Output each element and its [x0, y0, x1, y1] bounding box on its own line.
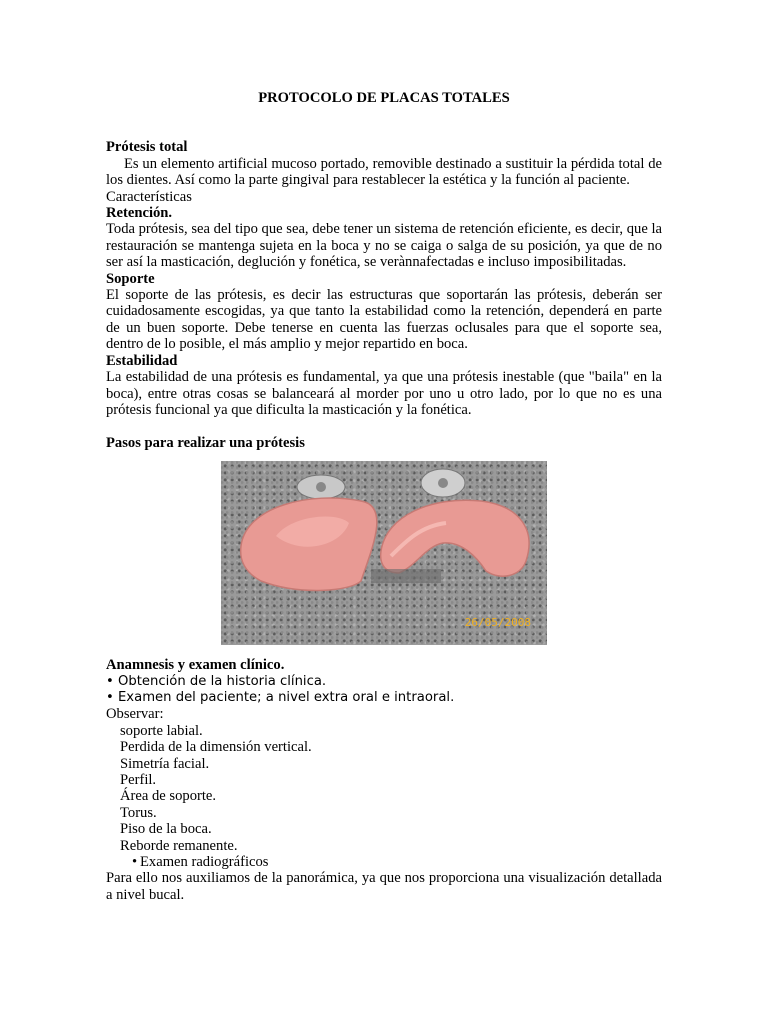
- list-item: soporte labial.: [120, 722, 203, 739]
- paragraph-protesis-total: Es un elemento artificial mucoso portado, removible destinado a sustituir la pérdida total de los dientes. Así como la parte gingival para restablecer la estética y la función al paciente.: [106, 155, 662, 189]
- paragraph-estabilidad: La estabilidad de una prótesis es fundamental, ya que una prótesis inestable (que "baila" en la boca), entre otras cosas se balanceará al morder por uno u otro lado, por lo que no es una prótesis funcional ya que dificulta la masticación y la fonética.: [106, 369, 662, 418]
- denture-photo: [221, 461, 547, 645]
- label-caracteristicas: Características: [106, 188, 192, 205]
- paragraph-retencion: Toda prótesis, sea del tipo que sea, debe tener un sistema de retención eficiente, es decir, que la restauración se mantenga sujeta en la boca y no se caiga o salga de su posición, ya que de no ser así la masticación, deglución y fonética, se verànnafectadas e incluso imposibilitadas.: [106, 221, 662, 271]
- heading-soporte: Soporte: [106, 270, 155, 287]
- bullet-item: • Examen del paciente; a nivel extra oral e intraoral.: [106, 689, 455, 705]
- document-title: PROTOCOLO DE PLACAS TOTALES: [258, 90, 510, 106]
- list-item: Torus.: [120, 804, 157, 821]
- heading-estabilidad: Estabilidad: [106, 352, 178, 369]
- observe-list: [106, 723, 662, 854]
- list-item: Simetría facial.: [120, 755, 210, 772]
- document-content: [106, 90, 662, 903]
- list-item: Perfil.: [120, 771, 157, 788]
- list-item-radiographic: • Examen radiográficos: [132, 853, 269, 870]
- list-item: Perdida de la dimensión vertical.: [120, 739, 312, 756]
- paragraph-soporte: El soporte de las prótesis, es decir las estructuras que soportarán las prótesis, deberán ser cuidadosamente escogidas, ya que tanto la estabilidad como la retención, dependerá en parte de un buen soporte. Debe tenerse en cuenta las fuerzas oclusales para que el soporte sea, dentro de lo posible, el más amplio y mejor repartido en boca.: [106, 287, 662, 353]
- heading-protesis-total: Prótesis total: [106, 139, 188, 156]
- label-observar: Observar:: [106, 706, 164, 723]
- bullet-item: • Obtención de la historia clínica.: [106, 673, 327, 689]
- heading-anamnesis: Anamnesis y examen clínico.: [106, 657, 285, 674]
- list-item: Reborde remanente.: [120, 837, 238, 854]
- bullet-dot-icon: •: [132, 853, 138, 870]
- paragraph-closing: Para ello nos auxiliamos de la panorámica, ya que nos proporciona una visualización detallada a nivel bucal.: [106, 870, 662, 903]
- heading-pasos: Pasos para realizar una prótesis: [106, 434, 305, 451]
- list-item: Área de soporte.: [120, 788, 217, 805]
- heading-retencion: Retención.: [106, 205, 173, 222]
- photo-date-stamp: 26/05/2008: [464, 615, 531, 629]
- list-item: Piso de la boca.: [120, 821, 212, 838]
